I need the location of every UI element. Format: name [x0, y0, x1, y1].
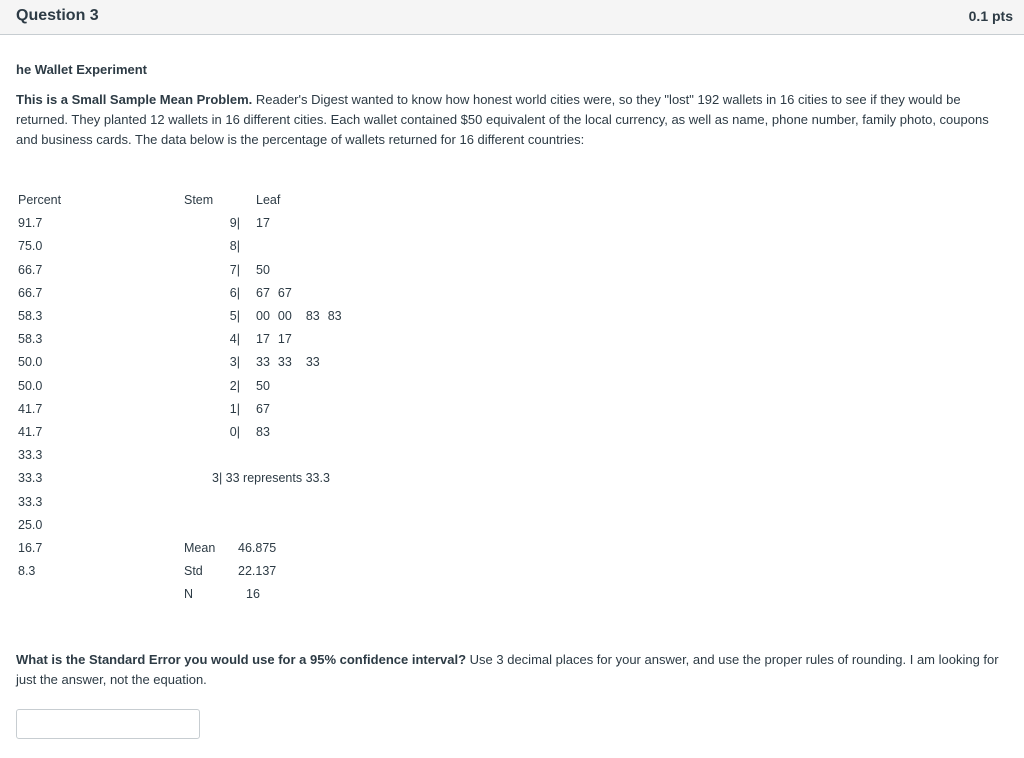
leaf-value: 17 [256, 216, 270, 231]
stem-value: 6| [229, 285, 240, 300]
stat-label: Mean [184, 541, 216, 555]
stem-header: Stem [184, 193, 214, 207]
percent-value: 33.3 [18, 471, 43, 486]
percent-value: 16.7 [18, 541, 43, 555]
leaf-value: 67 [256, 285, 270, 300]
leaf-value: 33 [256, 355, 270, 370]
leaf-values [256, 379, 278, 393]
leaf-value: 00 [277, 309, 292, 323]
leaf-value: 83 [256, 425, 270, 439]
stem-value: 0| [229, 425, 240, 439]
leaf-value: 50 [256, 262, 270, 277]
percent-value: 8.3 [18, 564, 36, 579]
percent-value: 66.7 [18, 262, 43, 277]
question-title: Question 3 [16, 7, 99, 24]
leaf-value: 83 [327, 309, 342, 323]
percent-value: 66.7 [18, 285, 43, 300]
percent-value: 75.0 [18, 239, 43, 254]
leaf-values [256, 309, 350, 323]
percent-value: 41.7 [18, 425, 43, 439]
percent-value: 58.3 [18, 332, 43, 347]
leaf-value: 17 [277, 332, 292, 347]
stem-value: 9| [229, 216, 240, 231]
percent-value: 91.7 [18, 216, 43, 231]
leaf-values [256, 355, 328, 369]
leaf-value: 33 [305, 355, 320, 370]
intro-paragraph [16, 90, 1008, 150]
stem-value: 5| [229, 309, 240, 323]
stat-value: 22.137 [238, 564, 277, 579]
experiment-title: he Wallet Experiment [16, 62, 147, 77]
stem-value: 8| [229, 239, 240, 254]
percent-value: 33.3 [18, 448, 43, 463]
leaf-values [256, 216, 278, 230]
percent-value: 50.0 [18, 355, 43, 370]
percent-value: 41.7 [18, 401, 43, 416]
stat-label: N [184, 587, 194, 602]
percent-value: 50.0 [18, 378, 43, 393]
leaf-values [256, 402, 278, 416]
leaf-value: 67 [256, 401, 270, 416]
leaf-value: 67 [277, 285, 292, 300]
stat-value: 16 [246, 587, 260, 602]
leaf-values [256, 263, 278, 277]
leaf-value: 33 [277, 355, 292, 370]
stat-label: Std [184, 564, 203, 579]
stem-value: 3| [229, 355, 240, 370]
question-points: 0.1 pts [968, 8, 1013, 24]
stem-value: 1| [229, 401, 240, 416]
answer-input[interactable] [16, 709, 200, 739]
leaf-values [256, 425, 278, 439]
percent-value: 58.3 [18, 309, 43, 323]
percent-header: Percent [18, 193, 62, 207]
stem-value: 7| [229, 262, 240, 277]
leaf-header: Leaf [256, 193, 281, 207]
percent-value: 33.3 [18, 494, 43, 509]
intro-bold: This is a Small Sample Mean Problem. [16, 92, 253, 107]
stat-value: 46.875 [238, 541, 277, 555]
stem-leaf-key: 3| 33 represents 33.3 [212, 471, 330, 486]
question-bold: What is the Standard Error you would use for a 95% confidence interval? [16, 652, 467, 667]
stem-value: 4| [229, 332, 240, 347]
leaf-values [256, 286, 300, 300]
leaf-values [256, 332, 300, 346]
leaf-value: 83 [305, 309, 320, 323]
question-text [16, 650, 1010, 690]
leaf-value: 17 [256, 332, 270, 347]
stem-value: 2| [229, 378, 240, 393]
question-header [0, 0, 1024, 35]
question-rest: Use 3 decimal places for your answer, and use the proper rules of rounding. I am looking for just the answer, not the equation. [16, 652, 999, 687]
leaf-value: 00 [256, 309, 270, 323]
intro-text: Reader's Digest wanted to know how honest world cities were, so they "lost" 192 wallets in 16 cities to see if they would be returned. They planted 12 wallets in 16 different cities. Each wallet contained $50 equivalent of the local currency, as well as name, phone number, family photo, coupons and business cards. The data below is the percentage of wallets returned for 16 different countries: [16, 92, 989, 147]
percent-value: 25.0 [18, 517, 43, 532]
leaf-value: 50 [256, 378, 270, 393]
